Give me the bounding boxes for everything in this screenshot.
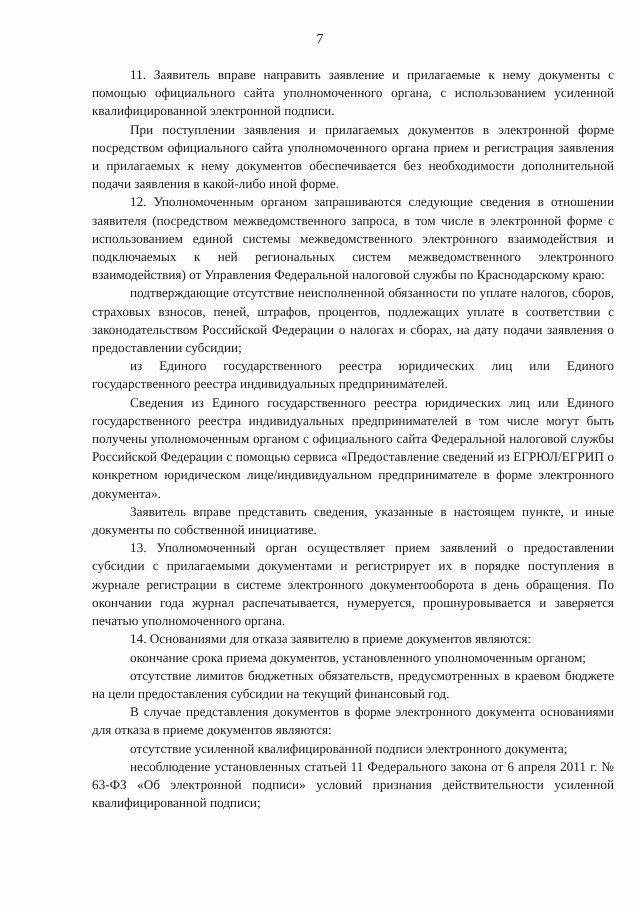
paragraph-no-budget-limits: отсутствие лимитов бюджетных обязательств, предусмотренных в краевом бюджете на цели предоставления субсидии на текущий финансовый год. <box>92 667 614 701</box>
paragraph-signature-invalid: несоблюдение установленных статьей 11 Федерального закона от 6 апреля 2011 г. № 63-ФЗ «Об электронной подписи» условий признания действительности усиленной квалифицированной подписи; <box>92 758 614 811</box>
paragraph-registry-service: Сведения из Единого государственного реестра юридических лиц или Единого государственного реестра индивидуальных предпринимателей в том числе могут быть получены уполномоченным органом с официального сайта Федеральной налоговой службы Российской Федерации с помощью сервиса «Предоставление сведений из ЕГРЮЛ/ЕГРИП о конкретном юридическом лице/индивидуальном предпринимателе в форме электронного документа». <box>92 394 614 501</box>
paragraph-electronic-submission: При поступлении заявления и прилагаемых документов в электронной форме посредством официального сайта уполномоченного органа прием и регистрация заявления и прилагаемых к нему документов обеспечивается без необходимости дополнительной подачи заявления в какой-либо иной форме. <box>92 121 614 192</box>
paragraph-own-initiative: Заявитель вправе представить сведения, указанные в настоящем пункте, и иные документы по собственной инициативе. <box>92 503 614 538</box>
paragraph-electronic-grounds: В случае представления документов в форме электронного документа основаниями для отказа в приеме документов являются: <box>92 704 614 738</box>
paragraph-14: 14. Основаниями для отказа заявителю в приеме документов являются: <box>130 631 532 647</box>
paragraph-deadline-expired: окончание срока приема документов, установленного уполномоченным органом; <box>130 649 586 665</box>
page-number: 7 <box>316 32 324 47</box>
document-body <box>92 66 614 812</box>
paragraph-12: 12. Уполномоченным органом запрашиваются следующие сведения в отношении заявителя (посредством межведомственного запроса, в том числе в электронной форме с использованием единой системы межведомственного электронного взаимодействия и подключаемых к ней региональных систем межведомственного электронного взаимодействия) от Управления Федеральной налоговой службы по Краснодарскому краю: <box>92 194 614 283</box>
paragraph-no-signature: отсутствие усиленной квалифицированной подписи электронного документа; <box>130 740 568 756</box>
paragraph-tax-obligations: подтверждающие отсутствие неисполненной обязанности по уплате налогов, сборов, страховых взносов, пеней, штрафов, процентов, подлежащих уплате в соответствии с законодательством Российской Федерации о налогах и сборах, на дату подачи заявления о предоставлении субсидии; <box>92 285 614 356</box>
paragraph-registry-extract: из Единого государственного реестра юридических лиц или Единого государственного реестра индивидуальных предпринимателей. <box>92 358 614 392</box>
paragraph-11: 11. Заявитель вправе направить заявление и прилагаемые к нему документы с помощью официального сайта уполномоченного органа, с использованием усиленной квалифицированной электронной подписи. <box>92 67 614 119</box>
paragraph-13: 13. Уполномоченный орган осуществляет прием заявлений о предоставлении субсидии с прилагаемыми документами и регистрирует их в порядке поступления в журнале регистрации в системе электронного документооборота в день обращения. По окончании года журнал распечатывается, нумеруется, прошнуровывается и заверяется печатью уполномоченного органа. <box>92 540 614 629</box>
